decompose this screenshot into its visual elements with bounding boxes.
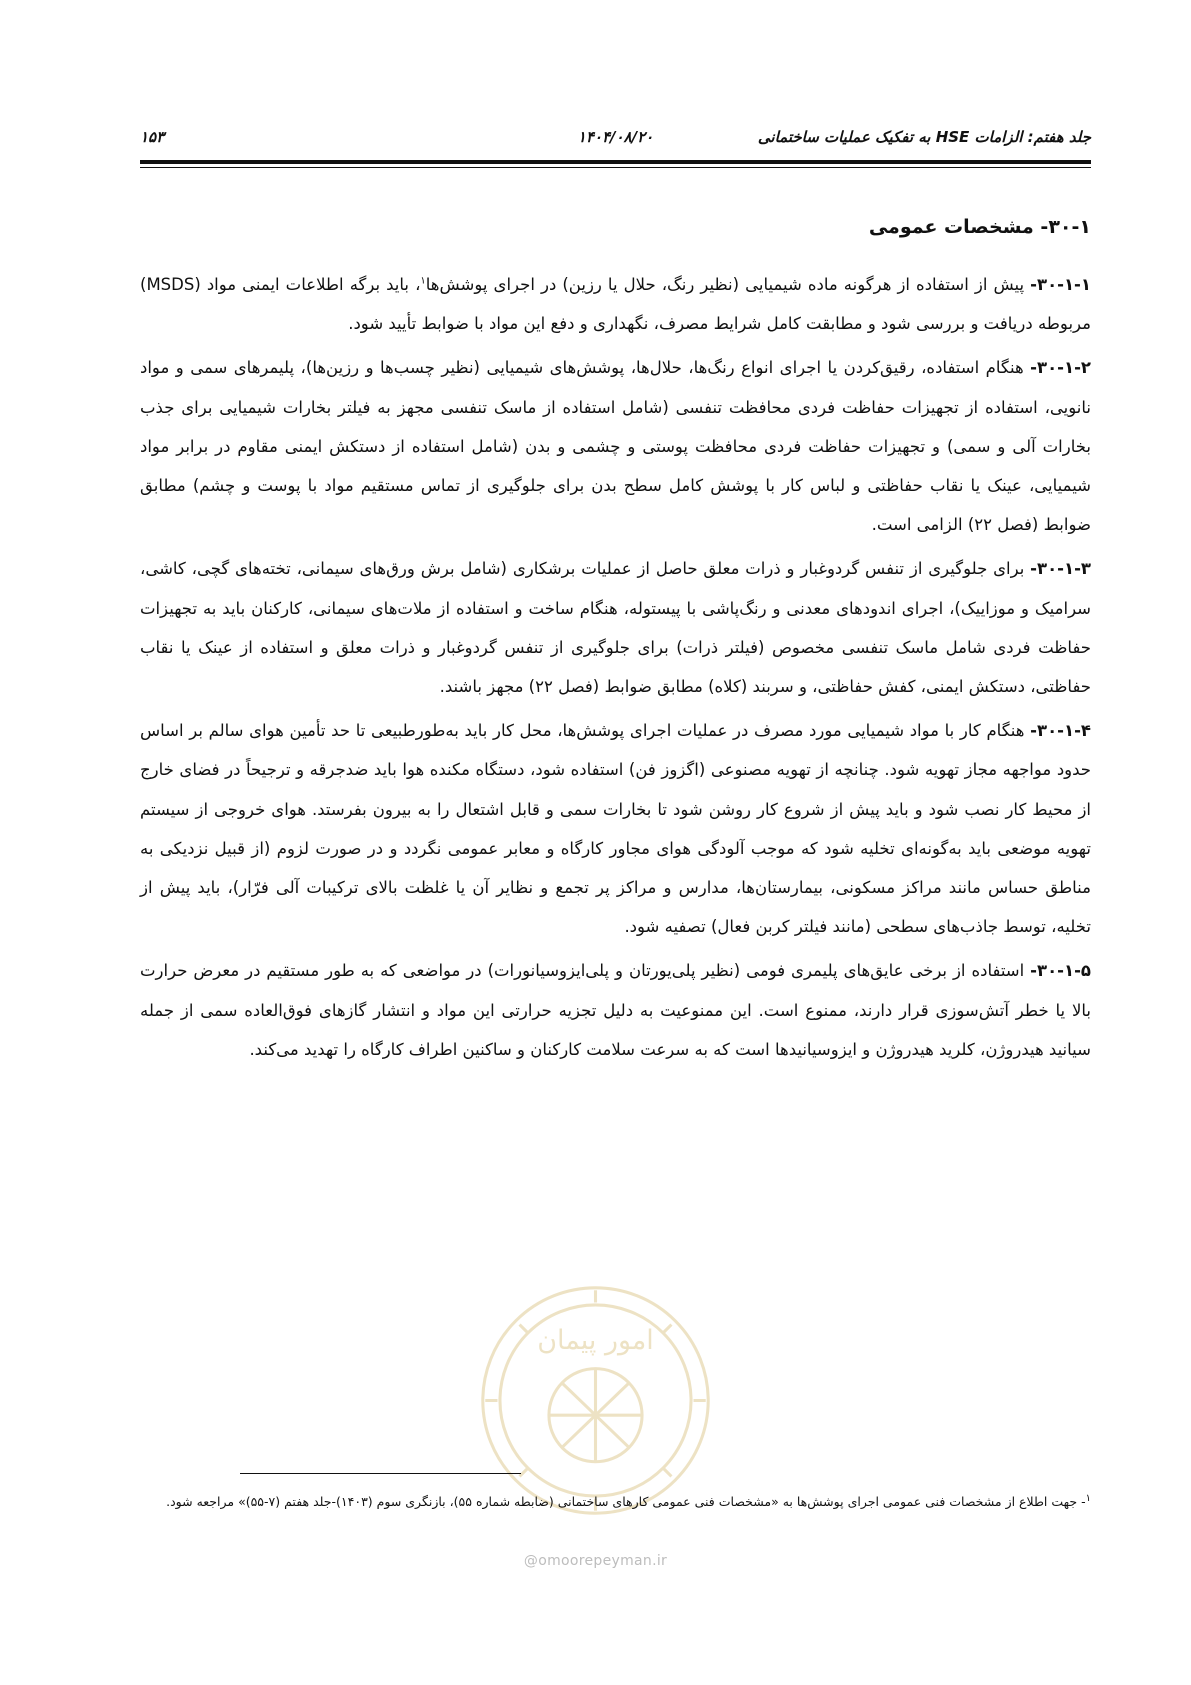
footnote-marker: ۱ (1085, 1492, 1091, 1504)
paragraph-text: هنگام کار با مواد شیمیایی مورد مصرف در عملیات اجرای پوشش‌ها، محل کار باید به‌طورطبیعی تا حد تأمین هوای سالم بر اساس حدود مواجهه مجاز تهویه شود. چنانچه از تهویه مصنوعی (اگزوز فن) استفاده شود، دستگاه مکنده هوا باید ضدجرقه و ترجیحاً در فضای خارج از محیط کار نصب شود و باید پیش از شروع کار روشن شود تا بخارات سمی و قابل اشتعال را به بیرون بفرستد. هوای خروجی از سیستم تهویه موضعی باید به‌گونه‌ای تخلیه شود که موجب آلودگی هوای مجاور کارگاه و معابر عمومی نگردد و در صورت لزوم (از قبیل نزدیکی به مناطق حساس مانند مراکز مسکونی، بیمارستان‌ها، مدارس و مراکز پر تجمع و نظایر آن یا غلظت بالای ترکیبات آلی فرّار)، باید پیش از تخلیه، توسط جاذب‌های سطحی (مانند فیلتر کربن فعال) تصفیه شود. (140, 721, 1091, 937)
paragraph-1 (140, 265, 1091, 343)
paragraph-text: ، باید برگه اطلاعات ایمنی مواد (MSDS) مربوطه دریافت و بررسی شود و مطابقت کامل شرایط مصرف، نگهداری و دفع این مواد با ضوابط تأیید شود. (140, 275, 1091, 334)
watermark-logo-text: امور پیمان (537, 1325, 654, 1357)
watermark-url: @omoorepeyman.ir (523, 1553, 668, 1569)
paragraph-number: ۳۰-۱-۴- (1030, 721, 1091, 741)
paragraph-2 (140, 348, 1091, 544)
header-rule-thick (140, 160, 1091, 164)
footnote-separator (240, 1473, 521, 1474)
main-content (140, 265, 1091, 1074)
header-page-number: ۱۵۳ (140, 128, 165, 146)
paragraph-3 (140, 549, 1091, 706)
paragraph-number: ۳۰-۱-۱- (1030, 275, 1091, 294)
footnote-text: - جهت اطلاع از مشخصات فنی عمومی اجرای پوشش‌ها به «مشخصات فنی عمومی کارهای ساختمانی (ضابطه شماره ۵۵)، بازنگری سوم (۱۴۰۳)-جلد هفتم (۷-۵۵)» مراجعه شود. (166, 1494, 1086, 1509)
header-rule-thin (140, 167, 1091, 168)
paragraph-text: برای جلوگیری از تنفس گردوغبار و ذرات معلق حاصل از عملیات برشکاری (شامل برش ورق‌های سیمانی، تخته‌های گچی، کاشی، سرامیک و موزاییک)، اجرای اندودهای معدنی و رنگ‌پاشی با پیستوله، هنگام ساخت و استفاده از ملات‌های سیمانی، کارکنان باید به تجهیزات حفاظت فردی شامل ماسک تنفسی مخصوص (فیلتر ذرات) برای جلوگیری از تنفس گردوغبار و ذرات معلق و استفاده از عینک یا نقاب حفاظتی، دستکش ایمنی، کفش حفاظتی، و سربند (کلاه) مطابق ضوابط (فصل ۲۲) مجهز باشند. (140, 559, 1091, 697)
paragraph-number: ۳۰-۱-۵- (1030, 961, 1091, 981)
header-date: ۱۴۰۴/۰۸/۲۰ (577, 128, 654, 146)
paragraph-4 (140, 711, 1091, 946)
paragraph-text: پیش از استفاده از هرگونه ماده شیمیایی (نظیر رنگ، حلال یا رزین) در اجرای پوشش‌ها (425, 275, 1031, 294)
paragraph-5 (140, 951, 1091, 1069)
header-volume-title: جلد هفتم: الزامات HSE به تفکیک عملیات ساختمانی (757, 128, 1091, 146)
footnote (140, 1488, 1091, 1515)
section-title: ۳۰-۱- مشخصات عمومی (868, 216, 1091, 238)
footnote-reference[interactable]: ۱ (420, 275, 426, 287)
paragraph-text: هنگام استفاده، رقیق‌کردن یا اجرای انواع رنگ‌ها، حلال‌ها، پوشش‌های شیمیایی (نظیر چسب‌ها و رزین‌ها)، پلیمرهای سمی و مواد نانویی، استفاده از تجهیزات حفاظت فردی محافظت تنفسی (شامل استفاده از ماسک تنفسی مجهز به فیلتر بخارات شیمیایی برای جذب بخارات آلی و سمی) و تجهیزات حفاظت فردی محافظت پوستی و چشمی و بدن (شامل استفاده از دستکش ایمنی مقاوم در برابر مواد شیمیایی، عینک یا نقاب حفاظتی و لباس کار با پوشش کامل سطح بدن برای جلوگیری از تماس مستقیم مواد با پوست و چشم) مطابق ضوابط (فصل ۲۲) الزامی است. (140, 358, 1091, 535)
paragraph-number: ۳۰-۱-۳- (1030, 559, 1091, 579)
paragraph-text: استفاده از برخی عایق‌های پلیمری فومی (نظیر پلی‌یورتان و پلی‌ایزوسیانورات) در مواضعی که به طور مستقیم در معرض حرارت بالا یا خطر آتش‌سوزی قرار دارند، ممنوع است. این ممنوعیت به دلیل تجزیه حرارتی این مواد و انتشار گازهای فوق‌العاده سمی از جمله سیانید هیدروژن، کلرید هیدروژن و ایزوسیانیدها است که به سرعت سلامت کارکنان و ساکنین اطراف کارگاه را تهدید می‌کند. (140, 961, 1091, 1059)
page-header (140, 128, 1091, 152)
paragraph-number: ۳۰-۱-۲- (1030, 358, 1091, 378)
watermark-logo-icon (473, 1278, 718, 1523)
